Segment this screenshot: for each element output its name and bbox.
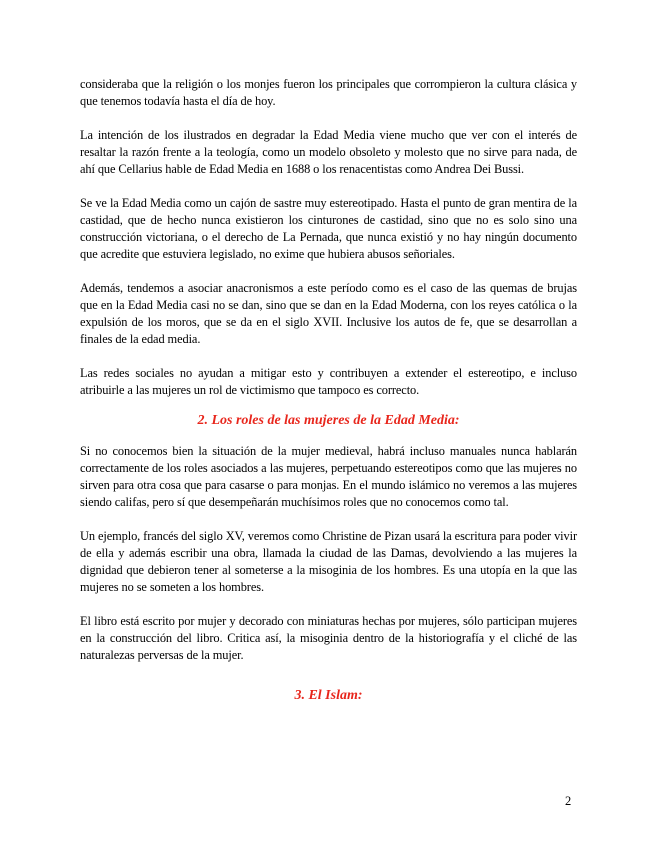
paragraph-gap (80, 348, 577, 365)
document-page (80, 76, 577, 706)
page-number: 2 (565, 794, 572, 808)
paragraph-gap (80, 511, 577, 528)
paragraph-gap (80, 178, 577, 195)
paragraph-christine-de-pizan: Un ejemplo, francés del siglo XV, veremos como Christine de Pizan usará la escritura para poder vivir de ella y además escribir una obra, llamada la ciudad de las Damas, devolviendo a las mujeres la dignidad que debieron tener al someterse a la misoginia de los hombres. Es una utopía en la que las mujeres no se someten a los hombres. (80, 529, 577, 594)
paragraph-gap (80, 596, 577, 613)
section-heading-roles: 2. Los roles de las mujeres de la Edad Media: (197, 413, 460, 428)
paragraph-continuation: consideraba que la religión o los monjes fueron los principales que corrompieron la cultura clásica y que tenemos todavía hasta el día de hoy. (80, 77, 577, 108)
paragraph-gap (80, 263, 577, 280)
section-heading-islam: 3. El Islam: (294, 688, 363, 703)
paragraph-anacronismos: Además, tendemos a asociar anacronismos a este período como es el caso de las quemas de brujas que en la Edad Media casi no se dan, sino que se dan en la Edad Moderna, con los reyes católica o la expulsión de los moros, que se da en el siglo XVII. Inclusive los autos de fe, que se desarrollan a finales de la edad media. (80, 281, 577, 346)
paragraph-redes-sociales: Las redes sociales no ayudan a mitigar esto y contribuyen a extender el estereotipo, e incluso atribuirle a las mujeres un rol de victimismo que tampoco es correcto. (80, 366, 577, 397)
paragraph-mujer-medieval: Si no conocemos bien la situación de la mujer medieval, habrá incluso manuales nunca hablarán correctamente de los roles asociados a las mujeres, perpetuando estereotipos como que las mujeres no sirven para otra cosa que para casarse o para monjas. En el mundo islámico no veremos a las mujeres siendo califas, pero sí que desempeñarán muchísimos roles que no conocemos como tal. (80, 444, 577, 509)
paragraph-gap (80, 431, 577, 443)
paragraph-castidad: Se ve la Edad Media como un cajón de sastre muy estereotipado. Hasta el punto de gran mentira de la castidad, que de hecho nunca existieron los cinturones de castidad, sino que no es solo sino una construcción victoriana, o el derecho de La Pernada, que nunca existió y no hay ningún documento que acredite que estuviera legislado, no exime que hubiera abusos señoriales. (80, 196, 577, 261)
paragraph-gap (80, 399, 577, 411)
paragraph-gap (80, 664, 577, 686)
paragraph-libro: El libro está escrito por mujer y decorado con miniaturas hechas por mujeres, sólo participan mujeres en la construcción del libro. Critica así, la misoginia dentro de la historiografía y el cliché de las naturalezas perversas de la mujer. (80, 614, 577, 662)
paragraph-gap (80, 110, 577, 127)
paragraph-ilustrados: La intención de los ilustrados en degradar la Edad Media viene mucho que ver con el interés de resaltar la razón frente a la teología, como un modelo obsoleto y molesto que no sirve para nada, de ahí que Cellarius hable de Edad Media en 1688 o los renacentistas como Andrea Dei Bussi. (80, 128, 577, 176)
